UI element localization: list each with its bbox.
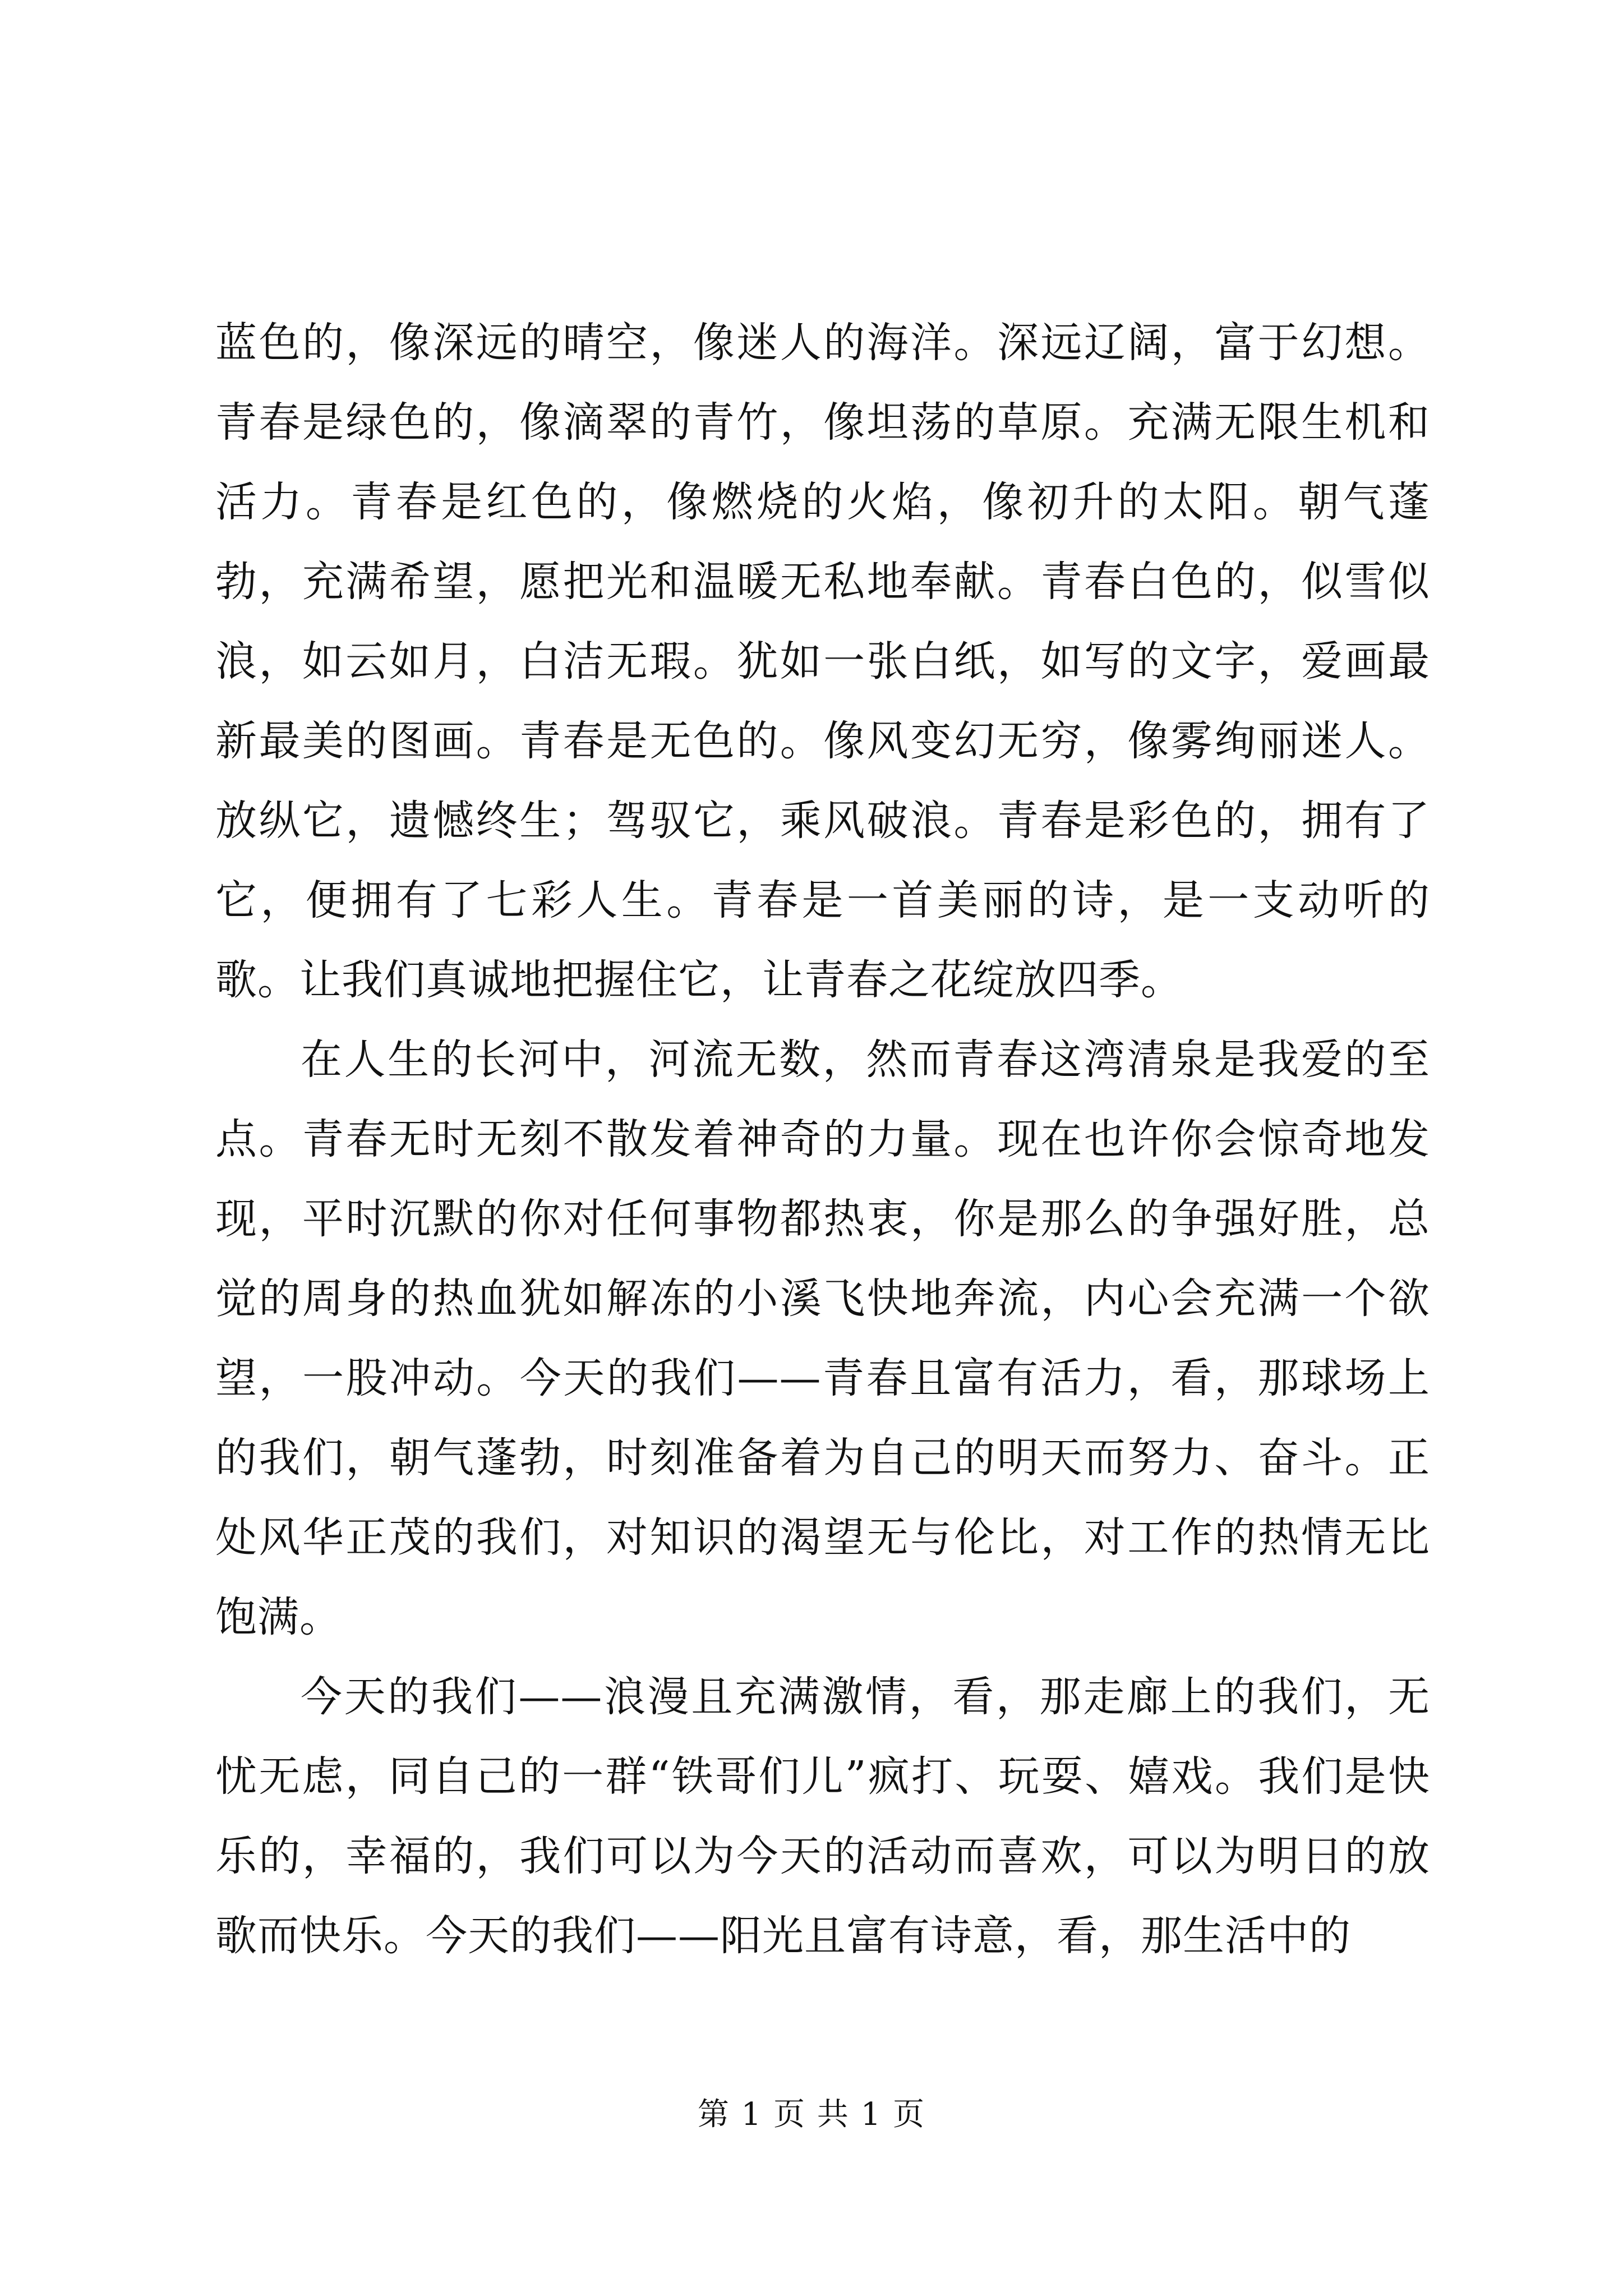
paragraph-3: 今天的我们——浪漫且充满激情，看，那走廊上的我们，无忧无虑，同自己的一群“铁哥们儿”疯打、玩耍、嬉戏。我们是快乐的，幸福的，我们可以为今天的活动而喜欢，可以为明日的放歌而快乐。今天的我们——阳光且富有诗意，看，那生活中的 [215, 1673, 1430, 1960]
paragraph-1: 蓝色的，像深远的晴空，像迷人的海洋。深远辽阔，富于幻想。青春是绿色的，像滴翠的青竹，像坦荡的草原。充满无限生机和活力。青春是红色的，像燃烧的火焰，像初升的太阳。朝气蓬勃，充满希望，愿把光和温暖无私地奉献。青春白色的，似雪似浪，如云如月，白洁无瑕。犹如一张白纸，如写的文字，爱画最新最美的图画。青春是无色的。像风变幻无穷，像雾绚丽迷人。放纵它，遗憾终生；驾驭它，乘风破浪。青春是彩色的，拥有了它，便拥有了七彩人生。青春是一首美丽的诗，是一支动听的歌。让我们真诚地把握住它，让青春之花绽放四季。 [215, 319, 1430, 1004]
paragraph-2: 在人生的长河中，河流无数，然而青春这湾清泉是我爱的至点。青春无时无刻不散发着神奇的力量。现在也许你会惊奇地发现，平时沉默的你对任何事物都热衷，你是那么的争强好胜，总觉的周身的热血犹如解冻的小溪飞快地奔流，内心会充满一个欲望，一股冲动。今天的我们——青春且富有活力，看，那球场上的我们，朝气蓬勃，时刻准备着为自己的明天而努力、奋斗。正处风华正茂的我们，对知识的渴望无与伦比，对工作的热情无比饱满。 [215, 1036, 1430, 1641]
document-body [215, 303, 1430, 1976]
page-footer: 第 1 页 共 1 页 [697, 2096, 926, 2133]
